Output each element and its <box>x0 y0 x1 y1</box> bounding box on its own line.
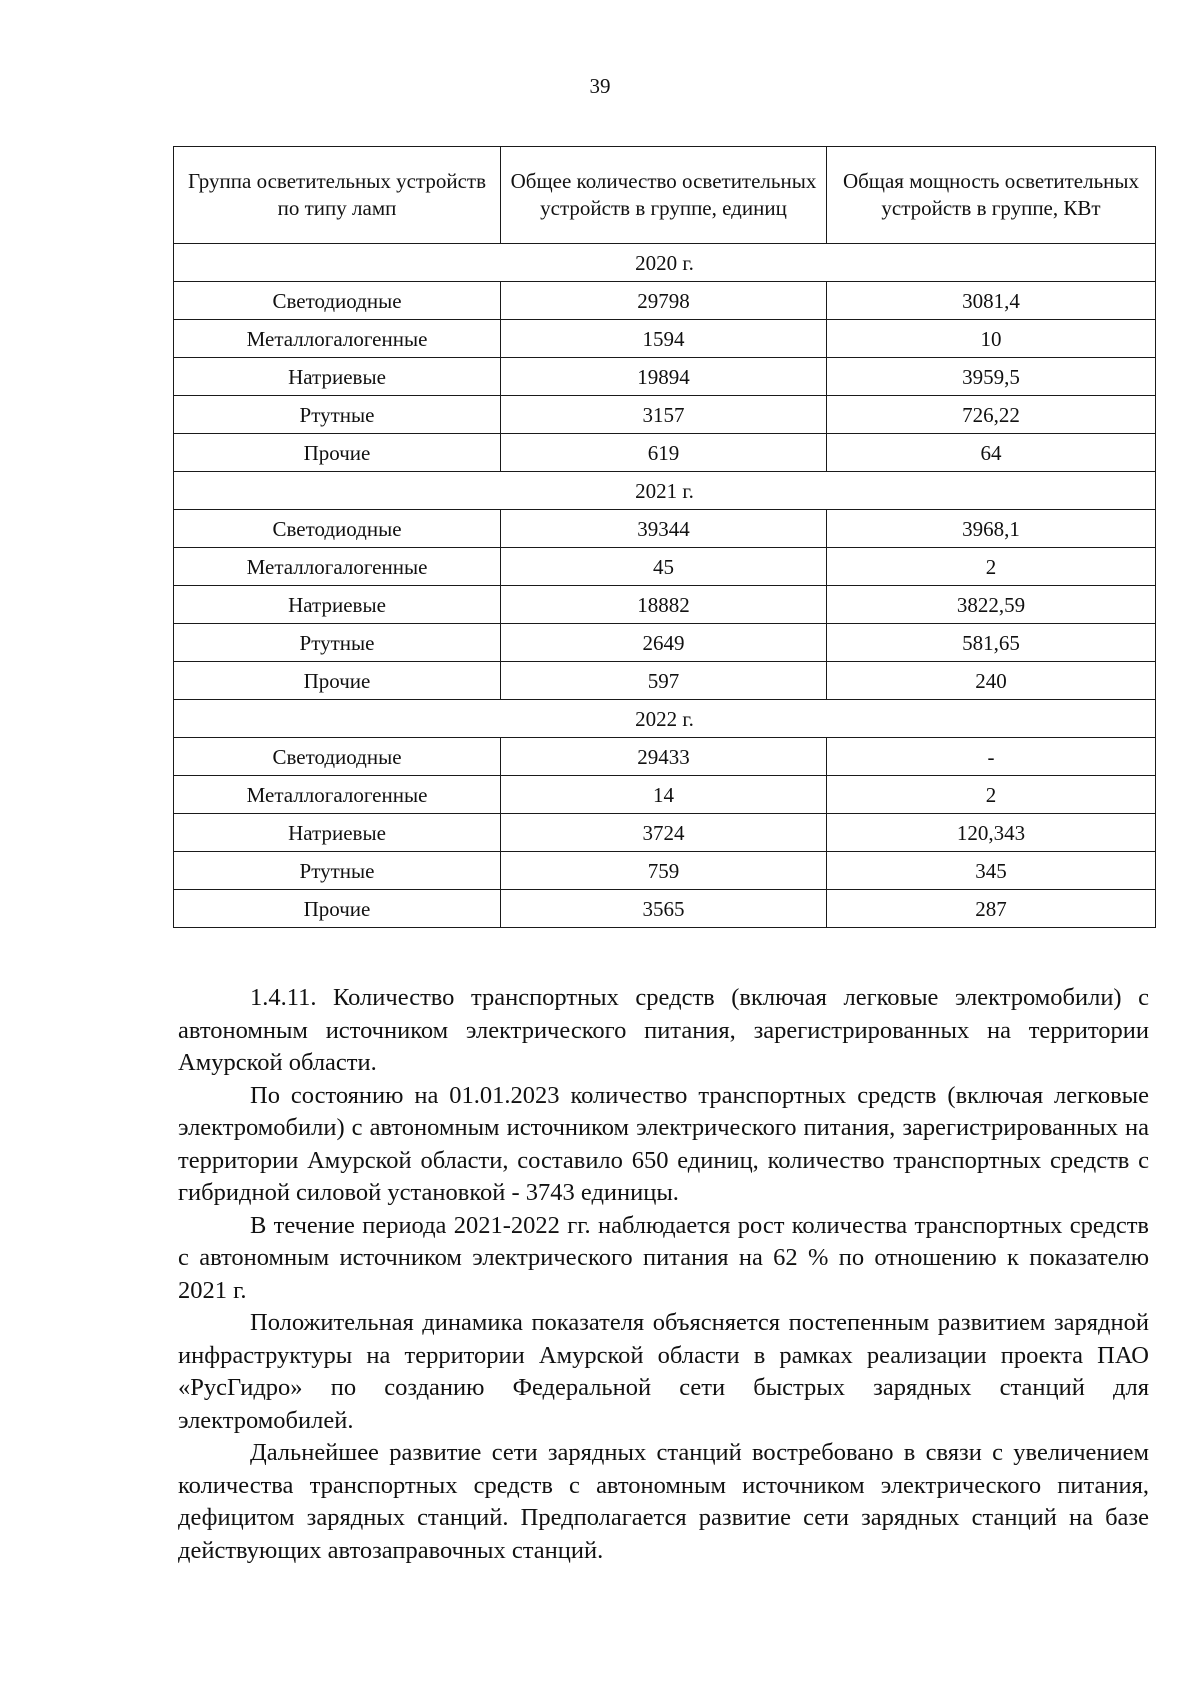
year-row <box>174 244 1156 282</box>
lamp-type: Ртутные <box>174 396 501 434</box>
lamp-type: Металлогалогенные <box>174 320 501 358</box>
lamp-type: Прочие <box>174 434 501 472</box>
device-count: 14 <box>501 776 827 814</box>
table-row <box>174 358 1156 396</box>
table-row <box>174 320 1156 358</box>
device-count: 45 <box>501 548 827 586</box>
year-label: 2020 г. <box>174 244 1156 282</box>
device-count: 597 <box>501 662 827 700</box>
device-power: 287 <box>827 890 1156 928</box>
paragraph: По состоянию на 01.01.2023 количество транспортных средств (включая легковые электромобили) с автономным источником электрического питания, зарегистрированных на территории Амурской области, составило 650 единиц, количество транспортных средств с гибридной силовой установкой - 3743 единицы. <box>178 1081 1149 1206</box>
device-power: 726,22 <box>827 396 1156 434</box>
lamp-type: Натриевые <box>174 814 501 852</box>
header-total-power: Общая мощность осветительных устройств в группе, КВт <box>827 147 1156 244</box>
device-power: 345 <box>827 852 1156 890</box>
device-power: 240 <box>827 662 1156 700</box>
device-power: 581,65 <box>827 624 1156 662</box>
table-row <box>174 814 1156 852</box>
year-label: 2022 г. <box>174 700 1156 738</box>
device-count: 18882 <box>501 586 827 624</box>
device-power: 64 <box>827 434 1156 472</box>
table-row <box>174 738 1156 776</box>
year-row <box>174 472 1156 510</box>
device-count: 39344 <box>501 510 827 548</box>
lamp-type: Прочие <box>174 662 501 700</box>
lamp-type: Светодиодные <box>174 510 501 548</box>
device-power: 120,343 <box>827 814 1156 852</box>
device-count: 2649 <box>501 624 827 662</box>
device-power: 3822,59 <box>827 586 1156 624</box>
lamp-type: Светодиодные <box>174 282 501 320</box>
device-count: 1594 <box>501 320 827 358</box>
table-row <box>174 662 1156 700</box>
device-power: 2 <box>827 548 1156 586</box>
page-number: 39 <box>589 74 611 98</box>
lamp-type: Ртутные <box>174 852 501 890</box>
device-count: 19894 <box>501 358 827 396</box>
device-count: 3565 <box>501 890 827 928</box>
lamp-type: Светодиодные <box>174 738 501 776</box>
lamp-type: Металлогалогенные <box>174 548 501 586</box>
body-text <box>178 982 1149 1567</box>
table-row <box>174 434 1156 472</box>
table-row <box>174 548 1156 586</box>
paragraph: В течение периода 2021-2022 гг. наблюдается рост количества транспортных средств с автономным источником электрического питания на 62 % по отношению к показателю 2021 г. <box>178 1211 1149 1304</box>
header-total-count: Общее количество осветительных устройств в группе, единиц <box>501 147 827 244</box>
lamp-type: Натриевые <box>174 358 501 396</box>
paragraph: Дальнейшее развитие сети зарядных станций востребовано в связи с увеличением количества транспортных средств с автономным источником электрического питания, дефицитом зарядных станций. Предполагается развитие сети зарядных станций на базе действующих автозаправочных станций. <box>178 1439 1149 1564</box>
table-row <box>174 282 1156 320</box>
table-row <box>174 510 1156 548</box>
device-power: 3959,5 <box>827 358 1156 396</box>
lamp-type: Натриевые <box>174 586 501 624</box>
device-power: 10 <box>827 320 1156 358</box>
device-count: 29433 <box>501 738 827 776</box>
device-power: 3968,1 <box>827 510 1156 548</box>
paragraph-section-heading: 1.4.11. Количество транспортных средств (включая легковые электромобили) с автономным источником электрического питания, зарегистрированных на территории Амурской области. <box>178 984 1149 1076</box>
lamp-type: Прочие <box>174 890 501 928</box>
year-row <box>174 700 1156 738</box>
device-power: 2 <box>827 776 1156 814</box>
table-row <box>174 624 1156 662</box>
table-row <box>174 776 1156 814</box>
year-label: 2021 г. <box>174 472 1156 510</box>
device-power: 3081,4 <box>827 282 1156 320</box>
table-row <box>174 852 1156 890</box>
device-count: 619 <box>501 434 827 472</box>
lamp-type: Металлогалогенные <box>174 776 501 814</box>
table-header-row <box>174 147 1156 244</box>
device-count: 3157 <box>501 396 827 434</box>
lighting-devices-table <box>173 146 1156 928</box>
device-count: 3724 <box>501 814 827 852</box>
paragraph: Положительная динамика показателя объясняется постепенным развитием зарядной инфраструктуры на территории Амурской области в рамках реализации проекта ПАО «РусГидро» по созданию Федеральной сети быстрых зарядных станций для электромобилей. <box>178 1309 1149 1434</box>
lamp-type: Ртутные <box>174 624 501 662</box>
device-power: - <box>827 738 1156 776</box>
table-row <box>174 890 1156 928</box>
table-row <box>174 586 1156 624</box>
table-row <box>174 396 1156 434</box>
header-lamp-group: Группа осветительных устройств по типу ламп <box>174 147 501 244</box>
device-count: 759 <box>501 852 827 890</box>
device-count: 29798 <box>501 282 827 320</box>
